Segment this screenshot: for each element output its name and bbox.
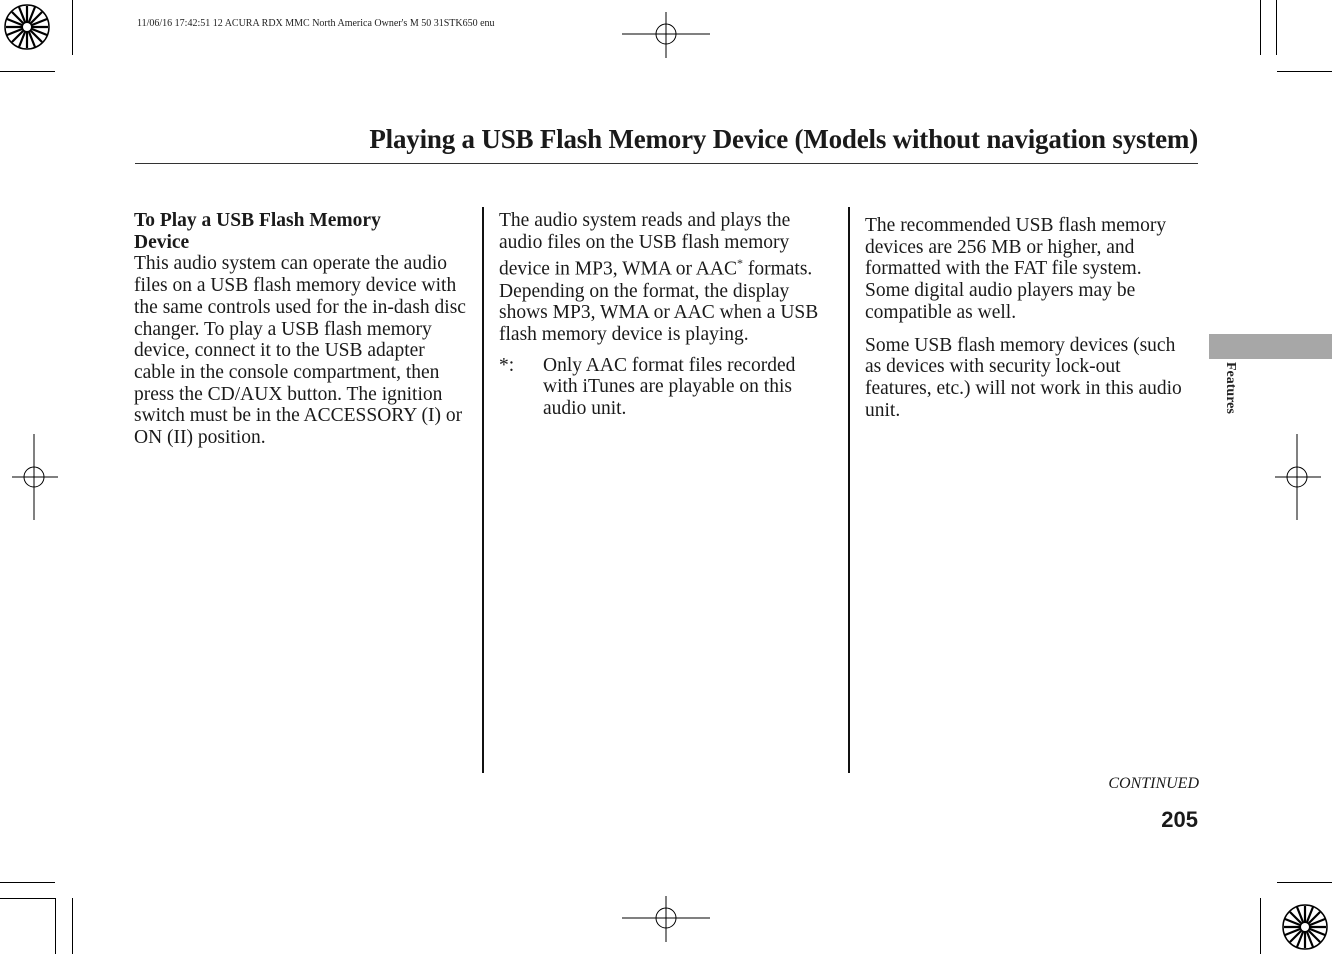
crosshair-right-middle-icon xyxy=(1275,434,1321,520)
registration-target-top-left-icon xyxy=(2,2,52,52)
crop-mark-bottom-left-vertical-2 xyxy=(72,898,73,954)
crosshair-left-middle-icon xyxy=(12,434,58,520)
crop-mark-bottom-right-vertical xyxy=(1260,898,1261,954)
column-3-paragraph-2: Some USB flash memory devices (such as devices with security lock-out features, etc.) will not work in this audio unit. xyxy=(865,334,1182,421)
column-2 xyxy=(499,210,829,420)
crop-mark-bottom-left-vertical xyxy=(55,898,56,954)
section-heading: To Play a USB Flash Memory Device xyxy=(134,210,381,253)
footnote-text: Only AAC format files recorded with iTunes are playable on this audio unit. xyxy=(543,354,796,420)
crop-mark-bottom-left-horizontal xyxy=(0,882,55,883)
crop-mark-top-left-vertical xyxy=(72,0,73,55)
column-3 xyxy=(865,215,1185,421)
footnote xyxy=(499,355,829,420)
column-2-body: The audio system reads and plays the audio files on the USB flash memory device in MP3, WMA or AAC* formats. Depending on the format, the display shows MP3, WMA or AAC when a USB flash memory device is playing. xyxy=(499,210,819,346)
crop-mark-top-right-vertical xyxy=(1260,0,1261,55)
column-3-paragraph-1: The recommended USB flash memory devices are 256 MB or higher, and formatted with the FAT file system. Some digital audio players may be compatible as well. xyxy=(865,215,1167,323)
crop-mark-top-right-vertical-inner xyxy=(1276,0,1277,55)
column-1 xyxy=(134,210,470,449)
title-rule xyxy=(135,163,1198,164)
crop-mark-top-right-horizontal xyxy=(1277,71,1332,72)
crop-mark-top-left-horizontal xyxy=(0,71,55,72)
footnote-mark: *: xyxy=(499,354,515,376)
continued-label: CONTINUED xyxy=(1108,775,1199,792)
print-info: 11/06/16 17:42:51 12 ACURA RDX MMC North America Owner's M 50 31STK650 enu xyxy=(137,18,495,29)
crop-mark-bottom-left-horizontal-2 xyxy=(0,898,55,899)
page-title: Playing a USB Flash Memory Device (Models without navigation system) xyxy=(369,124,1198,154)
section-side-tab xyxy=(1209,334,1332,359)
crosshair-bottom-center-icon xyxy=(622,896,710,942)
section-side-label: Features xyxy=(1223,362,1238,414)
crop-mark-bottom-right-horizontal xyxy=(1277,882,1332,883)
column-1-body: This audio system can operate the audio files on a USB flash memory device with the same controls used for the in-dash disc changer. To play a USB flash memory device, connect it to the USB adapter cable in the console compartment, then press the CD/AUX button. The ignition switch must be in the ACCESSORY (I) or ON (II) position. xyxy=(134,253,466,449)
column-divider-1 xyxy=(482,207,484,773)
registration-target-bottom-right-icon xyxy=(1280,902,1330,952)
crosshair-top-center-icon xyxy=(622,12,710,58)
page-number: 205 xyxy=(1161,807,1198,832)
column-divider-2 xyxy=(848,207,850,773)
